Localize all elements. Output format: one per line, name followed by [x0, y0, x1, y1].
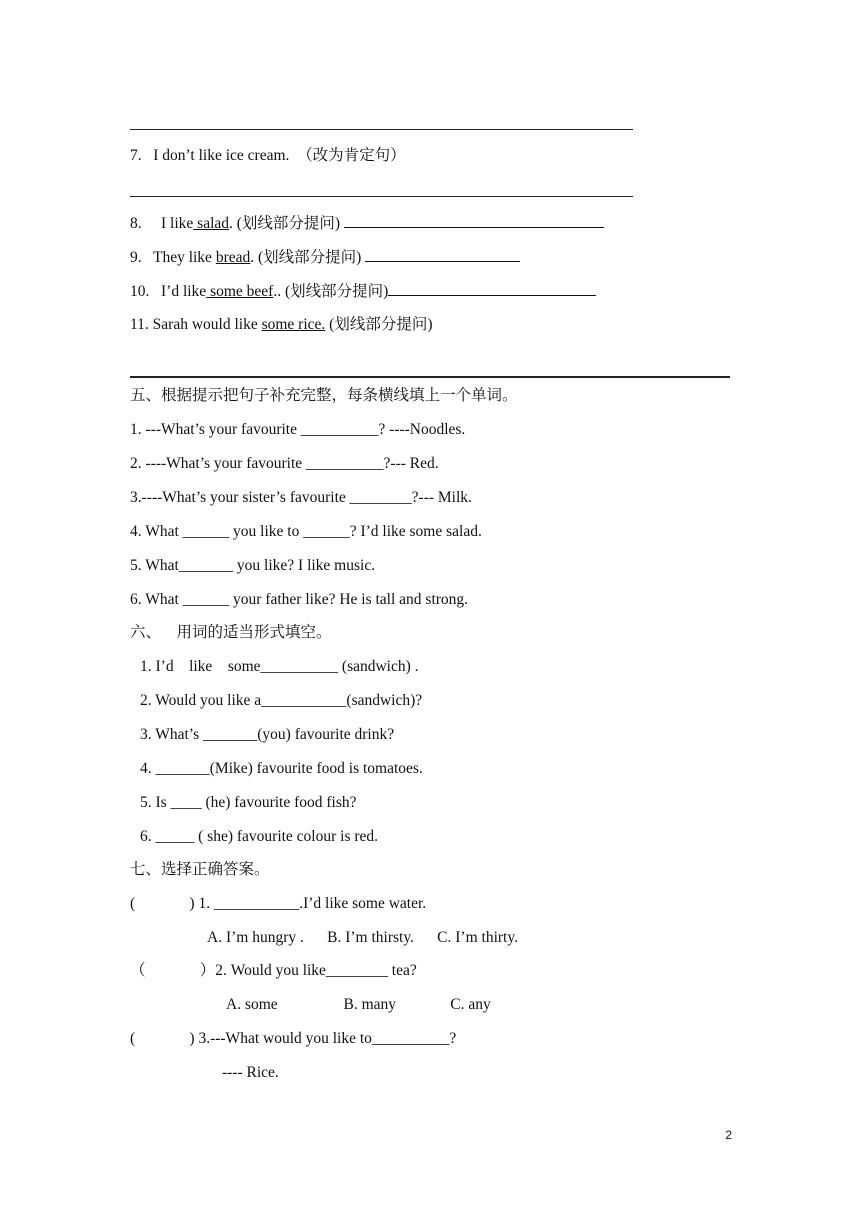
section-6-heading: 六、 用词的适当形式填空。	[130, 624, 332, 641]
section-6-item-2: 2. Would you like a___________(sandwich)?	[140, 692, 423, 709]
choice-question-1-options: A. I’m hungry . B. I’m thirsty. C. I’m thirty.	[207, 929, 518, 946]
question-7: 7. I don’t like ice cream. （改为肯定句）	[130, 147, 406, 164]
section-5-item-1: 1. ---What’s your favourite __________? ----Noodles.	[130, 421, 466, 438]
section-5-item-3: 3.----What’s your sister’s favourite ________?--- Milk.	[130, 489, 472, 506]
section-5-item-5: 5. What_______ you like? I like music.	[130, 557, 376, 574]
section-6-item-6: 6. _____ ( she) favourite colour is red.	[140, 828, 379, 845]
section-7-heading: 七、选择正确答案。	[130, 861, 270, 878]
choice-question-2: （ ）2. Would you like________ tea?	[130, 962, 417, 979]
choice-question-3-answer: ---- Rice.	[222, 1064, 279, 1081]
choice-question-3: ( ) 3.---What would you like to__________?	[130, 1030, 457, 1047]
question-9: 9. They like bread. (划线部分提问)	[130, 247, 520, 268]
section-5-item-6: 6. What ______ your father like? He is tall and strong.	[130, 591, 469, 608]
answer-line-6	[130, 129, 633, 130]
question-10: 10. I’d like some beef.. (划线部分提问)	[130, 281, 596, 302]
section-5-item-4: 4. What ______ you like to ______? I’d like some salad.	[130, 523, 482, 540]
page-number: 2	[725, 1128, 732, 1142]
section-6-item-3: 3. What’s _______(you) favourite drink?	[140, 726, 395, 743]
choice-question-2-options: A. some B. many C. any	[226, 996, 491, 1013]
question-8: 8. I like salad. (划线部分提问)	[130, 213, 604, 234]
section-5-heading: 五、根据提示把句子补充完整，每条横线填上一个单词。	[130, 387, 518, 404]
section-6-item-1: 1. I’d like some__________ (sandwich) .	[140, 658, 419, 675]
section-5-item-2: 2. ----What’s your favourite __________?--- Red.	[130, 455, 439, 472]
question-11: 11. Sarah would like some rice. (划线部分提问)	[130, 316, 433, 333]
section-divider	[130, 376, 730, 378]
section-6-item-4: 4. _______(Mike) favourite food is tomatoes.	[140, 760, 423, 777]
section-6-item-5: 5. Is ____ (he) favourite food fish?	[140, 794, 357, 811]
answer-line-7	[130, 196, 633, 197]
choice-question-1: ( ) 1. ___________.I’d like some water.	[130, 895, 427, 912]
